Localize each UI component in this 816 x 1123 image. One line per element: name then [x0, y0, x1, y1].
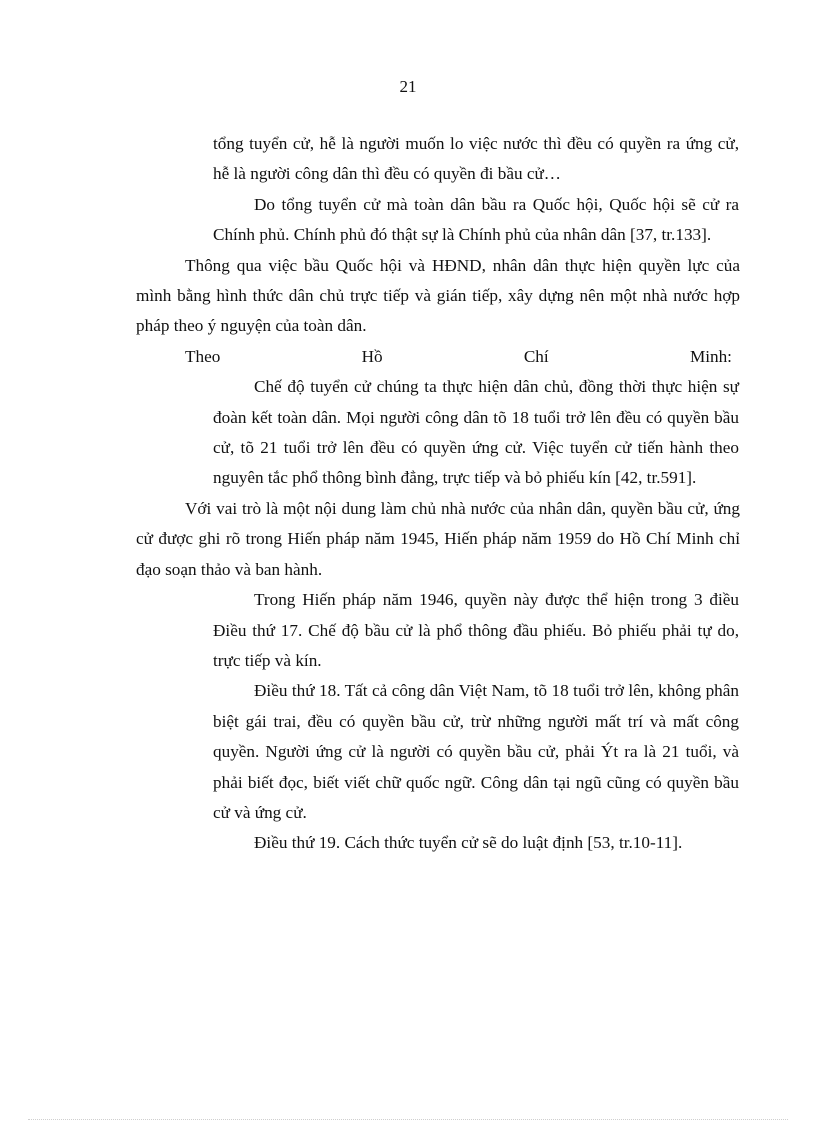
- quote-paragraph: Do tổng tuyển cử mà toàn dân bầu ra Quốc hội, Quốc hội sẽ cử ra Chính phủ. Chính phủ đó thật sự là Chính phủ của nhân dân [37, tr.133].: [213, 194, 739, 245]
- citation-intro-word: Minh:: [689, 346, 732, 366]
- page-number: 21: [399, 77, 417, 96]
- quote-paragraph: Chế độ tuyển cử chúng ta thực hiện dân chủ, đồng thời thực hiện sự đoàn kết toàn dân. Mọi người công dân tõ 18 tuổi trở lên đều có quyền bầu cử, tõ 21 tuổi trở lên đều có quyền ứng cử. Việc tuyển cử tiến hành theo nguyên tắc phổ thông bình đẳng, trực tiếp và bỏ phiếu kín [42, tr.591].: [213, 377, 739, 488]
- quote-continuation: tổng tuyển cử, hễ là người muốn lo việc nước thì đều có quyền ra ứng cử, hễ là người công dân thì đều có quyền đi bầu cử…: [213, 134, 739, 184]
- citation-intro-word: Theo: [185, 346, 221, 366]
- quote-paragraph: Điều thứ 18. Tất cả công dân Việt Nam, tõ 18 tuổi trở lên, không phân biệt gái trai, đều có quyền bầu cử, trừ những người mất trí và mất công quyền. Người ứng cử là người có quyền bầu cử, phải Ýt ra là 21 tuổi, và phải biết đọc, biết viết chữ quốc ngữ. Công dân tại ngũ cũng có quyền bầu cử và ứng cử.: [213, 681, 739, 822]
- citation-intro-word: Chí: [523, 346, 549, 366]
- quote-paragraph: Trong Hiến pháp năm 1946, quyền này được thể hiện trong 3 điều Điều thứ 17. Chế độ bầu cử là phổ thông đầu phiếu. Bỏ phiếu phải tự do, trực tiếp và kín.: [213, 590, 739, 670]
- body-paragraph: Thông qua việc bầu Quốc hội và HĐND, nhân dân thực hiện quyền lực của mình bằng hình thức dân chủ trực tiếp và gián tiếp, xây dựng nên một nhà nước hợp pháp theo ý nguyện của toàn dân.: [136, 255, 740, 336]
- page-bottom-divider: [28, 1119, 788, 1120]
- citation-intro-word: Hồ: [361, 346, 383, 366]
- citation-intro-line: [185, 342, 732, 372]
- body-paragraph: Với vai trò là một nội dung làm chủ nhà nước của nhân dân, quyền bầu cử, ứng cử được ghi rõ trong Hiến pháp năm 1945, Hiến pháp năm 1959 do Hồ Chí Minh chỉ đạo soạn thảo và ban hành.: [136, 498, 740, 579]
- quote-paragraph: Điều thứ 19. Cách thức tuyển cử sẽ do luật định [53, tr.10-11].: [254, 833, 683, 853]
- document-body: [0, 129, 816, 859]
